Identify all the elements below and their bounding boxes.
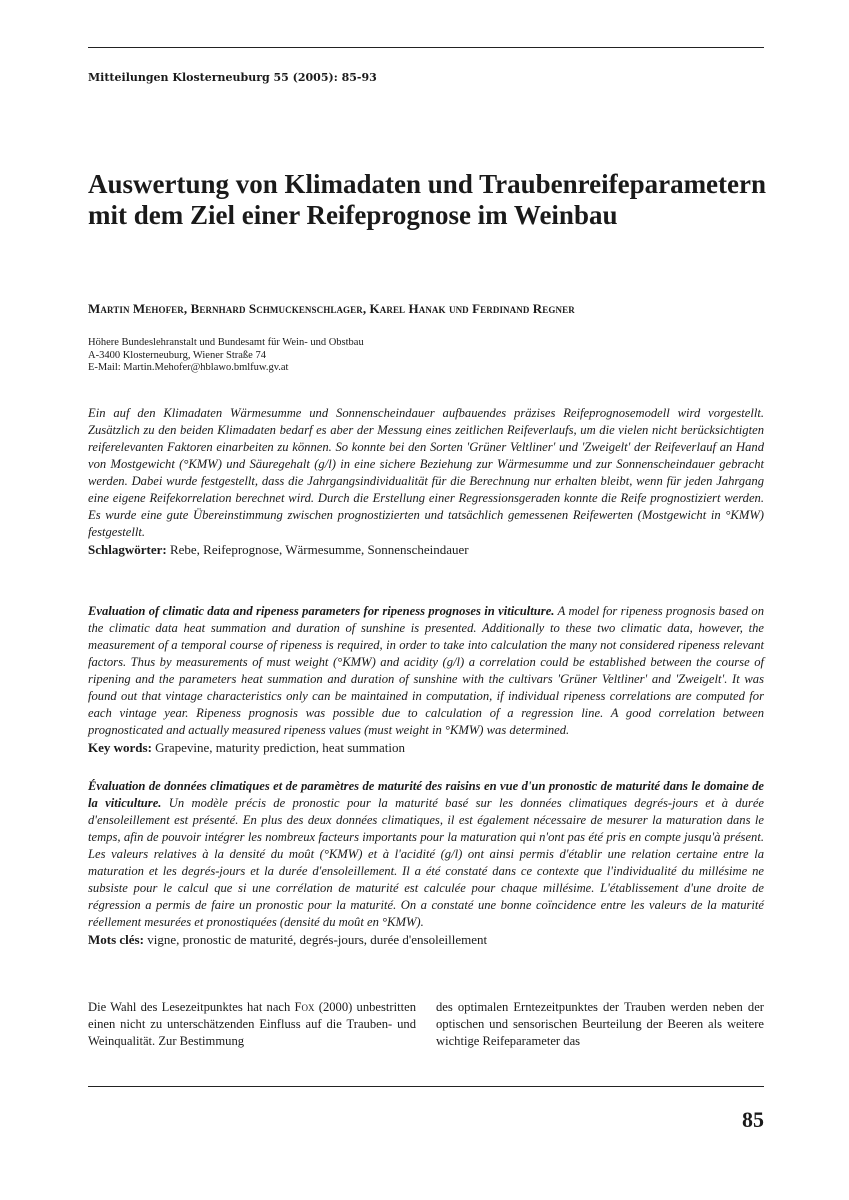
abstract-french <box>88 778 764 948</box>
header-rule <box>88 47 764 48</box>
body-column-right: des optimalen Erntezeitpunktes der Trauben werden neben der optischen und sensorischen Beurteilung der Beeren als weitere wichtige Reifeparameter das <box>436 1000 764 1048</box>
article-authors: Martin Mehofer, Bernhard Schmuckenschlager, Karel Hanak und Ferdinand Regner <box>88 301 575 316</box>
body-left-post: (2000) unbestritten einen nicht zu unterschätzenden Einfluss auf die Trauben- und Weinqualität. Zur Bestimmung <box>88 1000 416 1048</box>
abstract-english-text <box>88 603 764 739</box>
keywords-french-list: vigne, pronostic de maturité, degrés-jours, durée d'ensoleillement <box>143 932 488 947</box>
keywords-german-list: Rebe, Reifeprognose, Wärmesumme, Sonnenscheindauer <box>166 542 469 557</box>
abstract-english <box>88 603 764 756</box>
abstract-french-title: Évaluation de données climatiques et de paramètres de maturité des raisins en vue d'un pronostic de maturité dans le domaine de la viticulture. <box>88 779 764 810</box>
abstract-german-text: Ein auf den Klimadaten Wärmesumme und Sonnenscheindauer aufbauendes präzises Reifeprognosemodell wird vorgestellt. Zusätzlich zu den beiden Klimadaten bedarf es aber der Messung eines zeitlichen Reifeverlaufs, um die vielen nicht berücksichtigten reiferelevanten Faktoren einarbeiten zu können. So konnte bei den Sorten 'Grüner Veltliner' und 'Zweigelt' der Reifeverlauf an Hand von Mostgewicht (°KMW) und Säuregehalt (g/l) in eine sichere Beziehung zur Wärmesumme und zur Sonnenscheindauer gebracht werden. Dabei wurde festgestellt, dass die Jahrgangsindividualität für die Berechnung nur erhalten bleibt, wenn für jeden Jahrgang eine eigene Reifekorrelation berechnet wird. Durch die Erstellung einer Regressionsgeraden konnte die Reife prognostiziert werden. Es wurde eine gute Übereinstimmung zwischen prognostizierten und tatsächlich gemessenen Reifewerten (Mostgewicht in °KMW) festgestellt. <box>88 406 764 539</box>
author-affiliation <box>88 337 364 375</box>
page-number: 85 <box>742 1107 764 1132</box>
keywords-german <box>88 541 764 558</box>
journal-citation: Mitteilungen Klosterneuburg 55 (2005): 85-93 <box>88 71 377 84</box>
keywords-french-label: Mots clés: <box>88 932 144 947</box>
keywords-english-list: Grapevine, maturity prediction, heat summation <box>151 740 405 755</box>
abstract-german <box>88 405 764 558</box>
footer-rule <box>88 1086 764 1087</box>
citation-fox: Fox <box>294 1000 315 1014</box>
keywords-german-label: Schlagwörter: <box>88 542 167 557</box>
article-title: Auswertung von Klimadaten und Traubenreifeparametern mit dem Ziel einer Reifeprognose im Weinbau <box>88 169 767 230</box>
keywords-english-label: Key words: <box>88 740 152 755</box>
affiliation-institution: Höhere Bundeslehranstalt und Bundesamt für Wein- und Obstbau <box>88 337 364 348</box>
abstract-french-body: Un modèle précis de pronostic pour la maturité basé sur les données climatiques degrés-jours et à durée d'ensoleillement est présenté. En plus des deux données climatiques, il est également nécessaire de mesurer la maturation dans le temps, afin de pouvoir intégrer les nombreux facteurs importants pour la maturation qui n'ont pas été pris en compte jusqu'à présent. Les valeurs relatives à la densité du moût (°KMW) et à l'acidité (g/l) ont ainsi permis d'établir une relation certaine entre la maturation et les degrés-jours et la durée d'ensoleillement. Il a été constaté dans ce contexte que l'individualité du millésime ne subsiste pour le calcul que si une corrélation de maturité est calculée pour chaque millésime. L'établissement d'une droite de régression a permis de faire un pronostic pour la maturité. On a constaté une bonne coïncidence entre les valeurs de la maturité réellement mesurées et pronostiquées (densité du moût en °KMW). <box>88 796 765 929</box>
affiliation-email[interactable]: E-Mail: Martin.Mehofer@hblawo.bmlfuw.gv.at <box>88 362 289 373</box>
body-column-left <box>88 999 416 1050</box>
body-left-pre: Die Wahl des Lesezeitpunktes hat nach <box>88 1000 295 1014</box>
abstract-english-body: A model for ripeness prognosis based on the climatic data heat summation and duration of sunshine is presented. Additionally to these two climatic data, however, the measurement of a temporal course of ripeness is required, in order to take into calculation the many not considered ripeness relevant factors. Thus by measurements of must weight (°KMW) and acidity (g/l) a correlation could be established between the course of ripening and the parameters heat summation and duration of sunshine with the cultivars 'Grüner Veltliner' and 'Zweigelt'. It was found out that vintage characteristics only can be maintained in computation, if individual ripeness correlations are computed for each vintage year. Ripeness prognosis was possible due to calculation of a regression line. A good correlation between prognosticated and actually measured ripeness values (must weight in °KMW) was determined. <box>88 604 764 737</box>
abstract-english-title: Evaluation of climatic data and ripeness parameters for ripeness prognoses in viticulture. <box>88 604 555 618</box>
keywords-french <box>88 931 764 948</box>
abstract-french-text <box>88 778 764 931</box>
keywords-english <box>88 739 764 756</box>
affiliation-address: A-3400 Klosterneuburg, Wiener Straße 74 <box>88 349 266 361</box>
